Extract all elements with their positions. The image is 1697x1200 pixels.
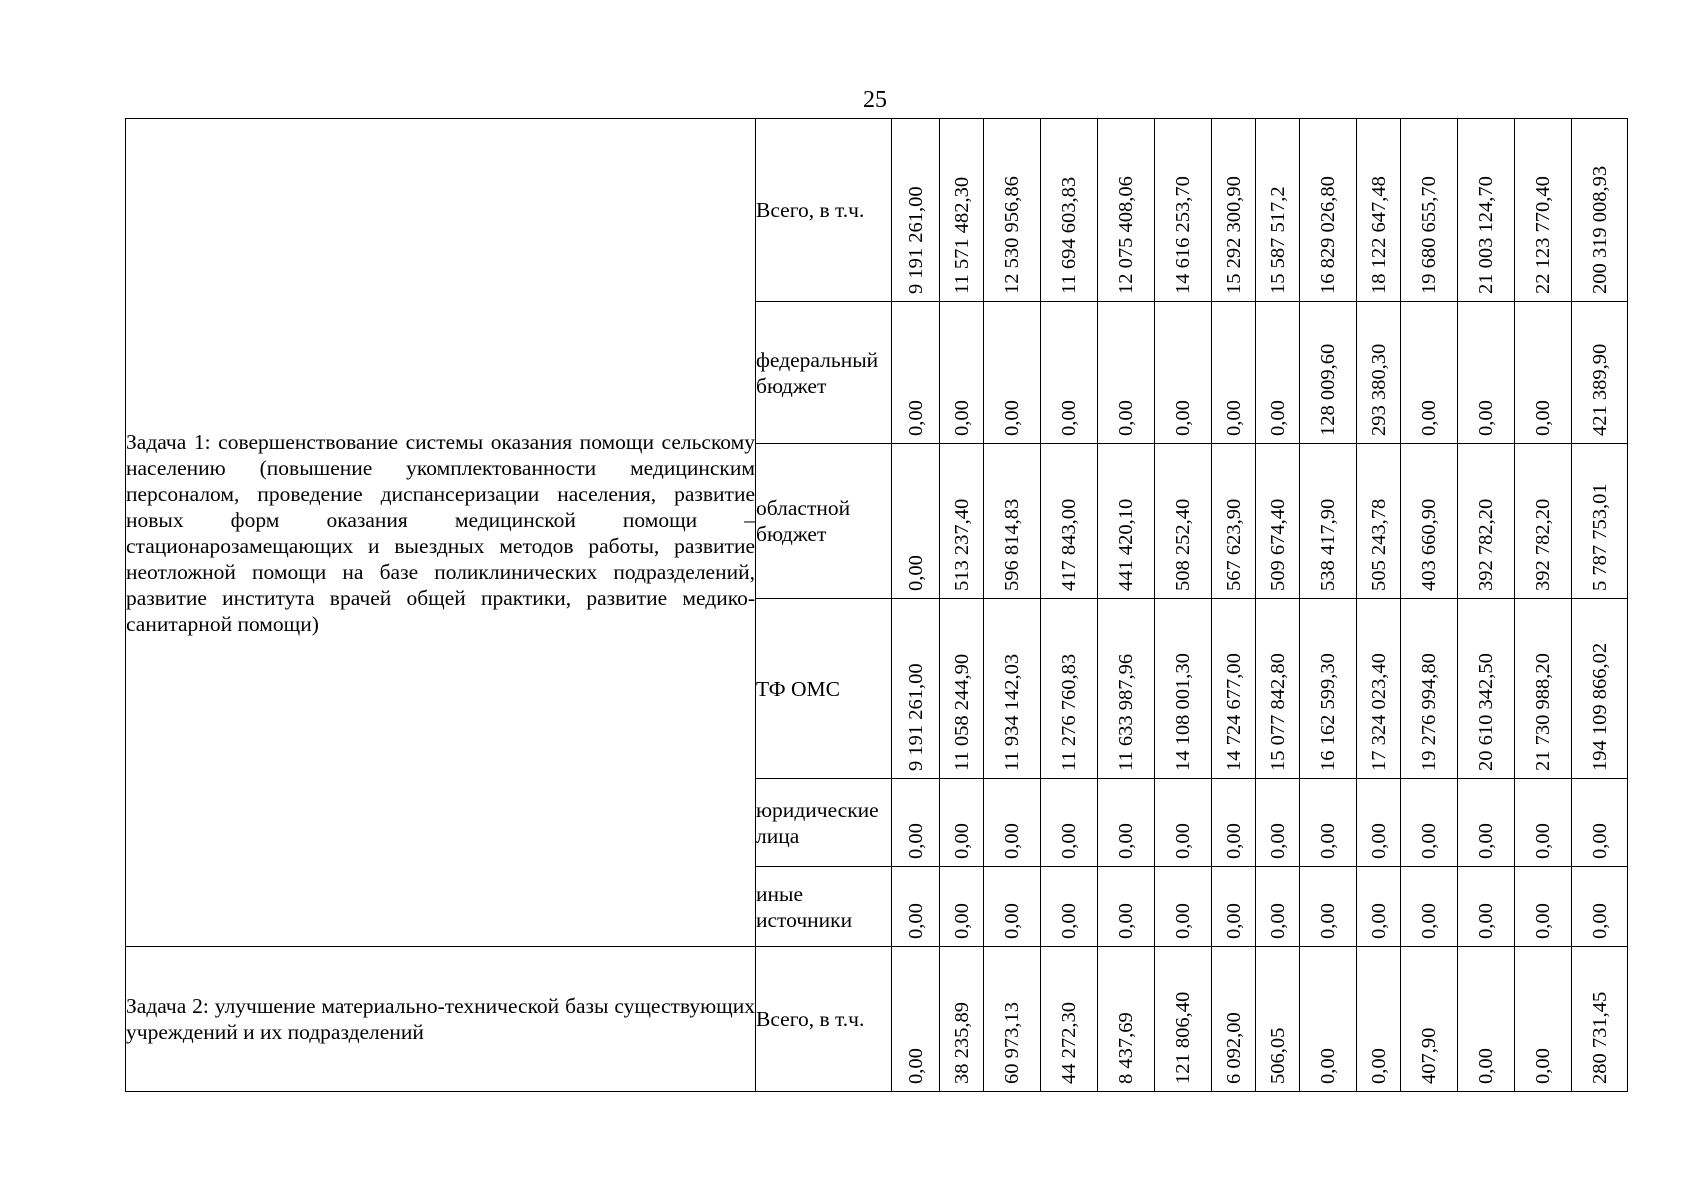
- amount-cell: [1041, 779, 1098, 867]
- amount-cell: [1041, 867, 1098, 947]
- amount-cell: [1572, 302, 1628, 444]
- amount-value: 293 380,30: [1367, 343, 1390, 436]
- amount-cell: [1256, 119, 1300, 302]
- amount-value: 11 694 603,83: [1058, 176, 1080, 294]
- amount-value: 0,00: [1058, 400, 1080, 436]
- amount-value: 14 724 677,00: [1222, 653, 1245, 771]
- amount-cell: [984, 867, 1041, 947]
- amount-cell: [1515, 867, 1572, 947]
- amount-value: 0,00: [1001, 400, 1023, 436]
- amount-value: 0,00: [1115, 823, 1137, 859]
- amount-value: 421 389,90: [1588, 343, 1611, 436]
- table-row: [126, 947, 1628, 1092]
- amount-cell: [984, 779, 1041, 867]
- amount-value: 11 633 987,96: [1115, 653, 1137, 771]
- amount-cell: [1401, 947, 1458, 1092]
- page-number: 25: [863, 87, 887, 113]
- amount-cell: [1212, 119, 1256, 302]
- amount-value: 19 276 994,80: [1418, 653, 1440, 771]
- amount-value: 0,00: [904, 903, 927, 939]
- amount-cell: [1300, 119, 1357, 302]
- amount-value: 0,00: [1532, 400, 1554, 436]
- amount-cell: [1515, 779, 1572, 867]
- amount-cell: [1300, 599, 1357, 779]
- amount-cell: [1155, 867, 1212, 947]
- amount-cell: [892, 119, 940, 302]
- amount-cell: [1572, 867, 1628, 947]
- amount-value: 200 319 008,93: [1588, 165, 1611, 294]
- amount-cell: [1357, 444, 1401, 599]
- amount-value: 0,00: [950, 400, 973, 436]
- amount-cell: [1401, 302, 1458, 444]
- amount-value: 22 123 770,40: [1532, 176, 1554, 294]
- funding-source-label: Всего, в т.ч.: [756, 119, 892, 302]
- amount-cell: [1041, 599, 1098, 779]
- amount-cell: [1515, 599, 1572, 779]
- amount-cell: [1155, 119, 1212, 302]
- amount-cell: [940, 947, 984, 1092]
- amount-cell: [1212, 444, 1256, 599]
- amount-value: 0,00: [1222, 400, 1245, 436]
- amount-value: 0,00: [1418, 823, 1440, 859]
- amount-value: 0,00: [904, 400, 927, 436]
- amount-cell: [1041, 119, 1098, 302]
- amount-value: 19 680 655,70: [1418, 176, 1440, 294]
- amount-value: 5 787 753,01: [1588, 483, 1611, 591]
- amount-value: 194 109 866,02: [1588, 642, 1611, 771]
- funding-table: [125, 118, 1628, 1092]
- amount-value: 403 660,90: [1418, 498, 1440, 591]
- amount-value: 0,00: [1367, 903, 1390, 939]
- amount-value: 0,00: [1058, 823, 1080, 859]
- amount-value: 121 806,40: [1172, 991, 1194, 1084]
- amount-value: 508 252,40: [1172, 498, 1194, 591]
- amount-cell: [892, 947, 940, 1092]
- amount-value: 0,00: [1172, 823, 1194, 859]
- amount-cell: [1300, 947, 1357, 1092]
- amount-value: 15 587 517,2: [1266, 186, 1289, 294]
- amount-cell: [940, 302, 984, 444]
- amount-value: 44 272,30: [1058, 1002, 1080, 1084]
- amount-value: 11 571 482,30: [950, 176, 973, 294]
- amount-cell: [1515, 947, 1572, 1092]
- amount-value: 407,90: [1418, 1027, 1440, 1084]
- amount-cell: [940, 599, 984, 779]
- amount-cell: [1041, 444, 1098, 599]
- amount-cell: [1572, 947, 1628, 1092]
- amount-value: 0,00: [1532, 823, 1554, 859]
- amount-value: 0,00: [1418, 400, 1440, 436]
- amount-value: 8 437,69: [1115, 1012, 1137, 1084]
- amount-value: 16 162 599,30: [1317, 653, 1339, 771]
- amount-value: 0,00: [950, 903, 973, 939]
- amount-value: 509 674,40: [1266, 498, 1289, 591]
- amount-value: 0,00: [1475, 400, 1497, 436]
- amount-cell: [940, 779, 984, 867]
- amount-cell: [1515, 302, 1572, 444]
- funding-source-label: федеральный бюджет: [756, 302, 892, 444]
- amount-value: 0,00: [1058, 903, 1080, 939]
- amount-value: 11 934 142,03: [1001, 653, 1023, 771]
- amount-cell: [1458, 599, 1515, 779]
- amount-cell: [1212, 302, 1256, 444]
- amount-value: 128 009,60: [1317, 343, 1339, 436]
- amount-value: 21 730 988,20: [1532, 653, 1554, 771]
- amount-value: 0,00: [1172, 903, 1194, 939]
- amount-value: 11 276 760,83: [1058, 653, 1080, 771]
- amount-cell: [984, 599, 1041, 779]
- funding-source-label: областной бюджет: [756, 444, 892, 599]
- amount-cell: [1256, 599, 1300, 779]
- amount-cell: [1572, 599, 1628, 779]
- amount-value: 538 417,90: [1317, 498, 1339, 591]
- amount-value: 392 782,20: [1532, 498, 1554, 591]
- amount-value: 20 610 342,50: [1475, 653, 1497, 771]
- amount-cell: [1458, 119, 1515, 302]
- task-1-description: Задача 1: совершенствование системы оказания помощи сельскому населению (повышение укомплектованности медицинским персоналом, проведение диспансеризации населения, развитие новых форм оказания медицинской помощи – стационарозамещающих и выездных методов работы, развитие неотложной помощи на базе поликлинических подразделений, развитие института врачей общей практики, развитие медико-санитарной помощи): [126, 119, 756, 947]
- amount-value: 392 782,20: [1475, 498, 1497, 591]
- amount-cell: [1300, 444, 1357, 599]
- amount-value: 15 292 300,90: [1222, 176, 1245, 294]
- amount-cell: [984, 302, 1041, 444]
- amount-value: 0,00: [904, 823, 927, 859]
- table-row: [126, 119, 1628, 302]
- amount-value: 6 092,00: [1222, 1012, 1245, 1084]
- amount-cell: [1458, 947, 1515, 1092]
- amount-cell: [892, 779, 940, 867]
- amount-value: 60 973,13: [1001, 1002, 1023, 1084]
- amount-cell: [1300, 302, 1357, 444]
- funding-source-label: ТФ ОМС: [756, 599, 892, 779]
- amount-cell: [1515, 444, 1572, 599]
- amount-cell: [1155, 599, 1212, 779]
- amount-value: 12 530 956,86: [1001, 176, 1023, 294]
- amount-cell: [1300, 867, 1357, 947]
- amount-cell: [1155, 947, 1212, 1092]
- amount-cell: [1041, 302, 1098, 444]
- amount-cell: [1401, 867, 1458, 947]
- amount-value: 0,00: [1532, 903, 1554, 939]
- amount-value: 280 731,45: [1588, 991, 1611, 1084]
- amount-value: 9 191 261,00: [904, 186, 927, 294]
- amount-value: 0,00: [1001, 823, 1023, 859]
- amount-value: 0,00: [1222, 903, 1245, 939]
- amount-cell: [1458, 444, 1515, 599]
- amount-value: 0,00: [904, 1048, 927, 1084]
- amount-cell: [1357, 599, 1401, 779]
- amount-value: 21 003 124,70: [1475, 176, 1497, 294]
- amount-cell: [1401, 599, 1458, 779]
- amount-value: 0,00: [1475, 903, 1497, 939]
- amount-cell: [1256, 444, 1300, 599]
- amount-value: 0,00: [1266, 903, 1289, 939]
- amount-cell: [1458, 867, 1515, 947]
- amount-value: 0,00: [1588, 903, 1611, 939]
- amount-value: 506,05: [1266, 1027, 1289, 1084]
- amount-cell: [1572, 444, 1628, 599]
- amount-value: 14 108 001,30: [1172, 653, 1194, 771]
- amount-cell: [1401, 119, 1458, 302]
- task-2-description: Задача 2: улучшение материально-технической базы существующих учреждений и их подразделений: [126, 947, 756, 1092]
- amount-value: 441 420,10: [1115, 498, 1137, 591]
- amount-cell: [1572, 119, 1628, 302]
- amount-value: 567 623,90: [1222, 498, 1245, 591]
- amount-cell: [1256, 867, 1300, 947]
- amount-cell: [1401, 444, 1458, 599]
- amount-cell: [940, 867, 984, 947]
- amount-cell: [1155, 302, 1212, 444]
- amount-value: 0,00: [1222, 823, 1245, 859]
- amount-value: 0,00: [1115, 400, 1137, 436]
- amount-cell: [1212, 599, 1256, 779]
- amount-value: 417 843,00: [1058, 498, 1080, 591]
- amount-cell: [1098, 599, 1155, 779]
- amount-cell: [892, 302, 940, 444]
- amount-cell: [1256, 947, 1300, 1092]
- amount-cell: [984, 119, 1041, 302]
- amount-cell: [1155, 779, 1212, 867]
- amount-cell: [892, 444, 940, 599]
- amount-value: 11 058 244,90: [950, 653, 973, 771]
- amount-value: 0,00: [1367, 823, 1390, 859]
- amount-value: 0,00: [1418, 903, 1440, 939]
- amount-cell: [1458, 302, 1515, 444]
- amount-cell: [1515, 119, 1572, 302]
- amount-cell: [1256, 779, 1300, 867]
- amount-value: 15 077 842,80: [1266, 653, 1289, 771]
- amount-value: 0,00: [1532, 1048, 1554, 1084]
- amount-cell: [1212, 779, 1256, 867]
- amount-value: 0,00: [1317, 1048, 1339, 1084]
- amount-value: 38 235,89: [950, 1002, 973, 1084]
- amount-cell: [1041, 947, 1098, 1092]
- amount-value: 0,00: [1172, 400, 1194, 436]
- amount-value: 18 122 647,48: [1367, 176, 1390, 294]
- amount-cell: [1357, 947, 1401, 1092]
- amount-value: 513 237,40: [950, 498, 973, 591]
- amount-cell: [940, 444, 984, 599]
- amount-cell: [1256, 302, 1300, 444]
- amount-cell: [1212, 947, 1256, 1092]
- amount-cell: [1212, 867, 1256, 947]
- amount-value: 596 814,83: [1001, 498, 1023, 591]
- amount-cell: [1357, 867, 1401, 947]
- amount-cell: [1357, 119, 1401, 302]
- amount-value: 14 616 253,70: [1172, 176, 1194, 294]
- amount-cell: [1572, 779, 1628, 867]
- amount-value: 0,00: [1266, 400, 1289, 436]
- amount-cell: [1300, 779, 1357, 867]
- amount-value: 0,00: [1367, 1048, 1390, 1084]
- amount-value: 0,00: [1475, 1048, 1497, 1084]
- amount-cell: [1155, 444, 1212, 599]
- amount-value: 0,00: [904, 555, 927, 591]
- amount-cell: [940, 119, 984, 302]
- amount-value: 0,00: [1115, 903, 1137, 939]
- amount-cell: [984, 444, 1041, 599]
- amount-value: 12 075 408,06: [1115, 176, 1137, 294]
- amount-value: 0,00: [1588, 823, 1611, 859]
- amount-value: 0,00: [1266, 823, 1289, 859]
- amount-value: 0,00: [1317, 823, 1339, 859]
- amount-value: 505 243,78: [1367, 498, 1390, 591]
- amount-cell: [892, 599, 940, 779]
- amount-cell: [1357, 779, 1401, 867]
- amount-cell: [1458, 779, 1515, 867]
- amount-cell: [1098, 302, 1155, 444]
- amount-value: 0,00: [1475, 823, 1497, 859]
- amount-value: 0,00: [1001, 903, 1023, 939]
- amount-cell: [892, 867, 940, 947]
- funding-source-label: иные источники: [756, 867, 892, 947]
- amount-cell: [1098, 947, 1155, 1092]
- amount-cell: [1357, 302, 1401, 444]
- funding-source-label: юридические лица: [756, 779, 892, 867]
- amount-value: 9 191 261,00: [904, 663, 927, 771]
- amount-value: 17 324 023,40: [1367, 653, 1390, 771]
- funding-source-label: Всего, в т.ч.: [756, 947, 892, 1092]
- amount-cell: [1098, 779, 1155, 867]
- amount-cell: [1098, 444, 1155, 599]
- amount-cell: [1401, 779, 1458, 867]
- amount-cell: [1098, 867, 1155, 947]
- amount-value: 0,00: [950, 823, 973, 859]
- amount-cell: [984, 947, 1041, 1092]
- amount-value: 0,00: [1317, 903, 1339, 939]
- amount-cell: [1098, 119, 1155, 302]
- amount-value: 16 829 026,80: [1317, 176, 1339, 294]
